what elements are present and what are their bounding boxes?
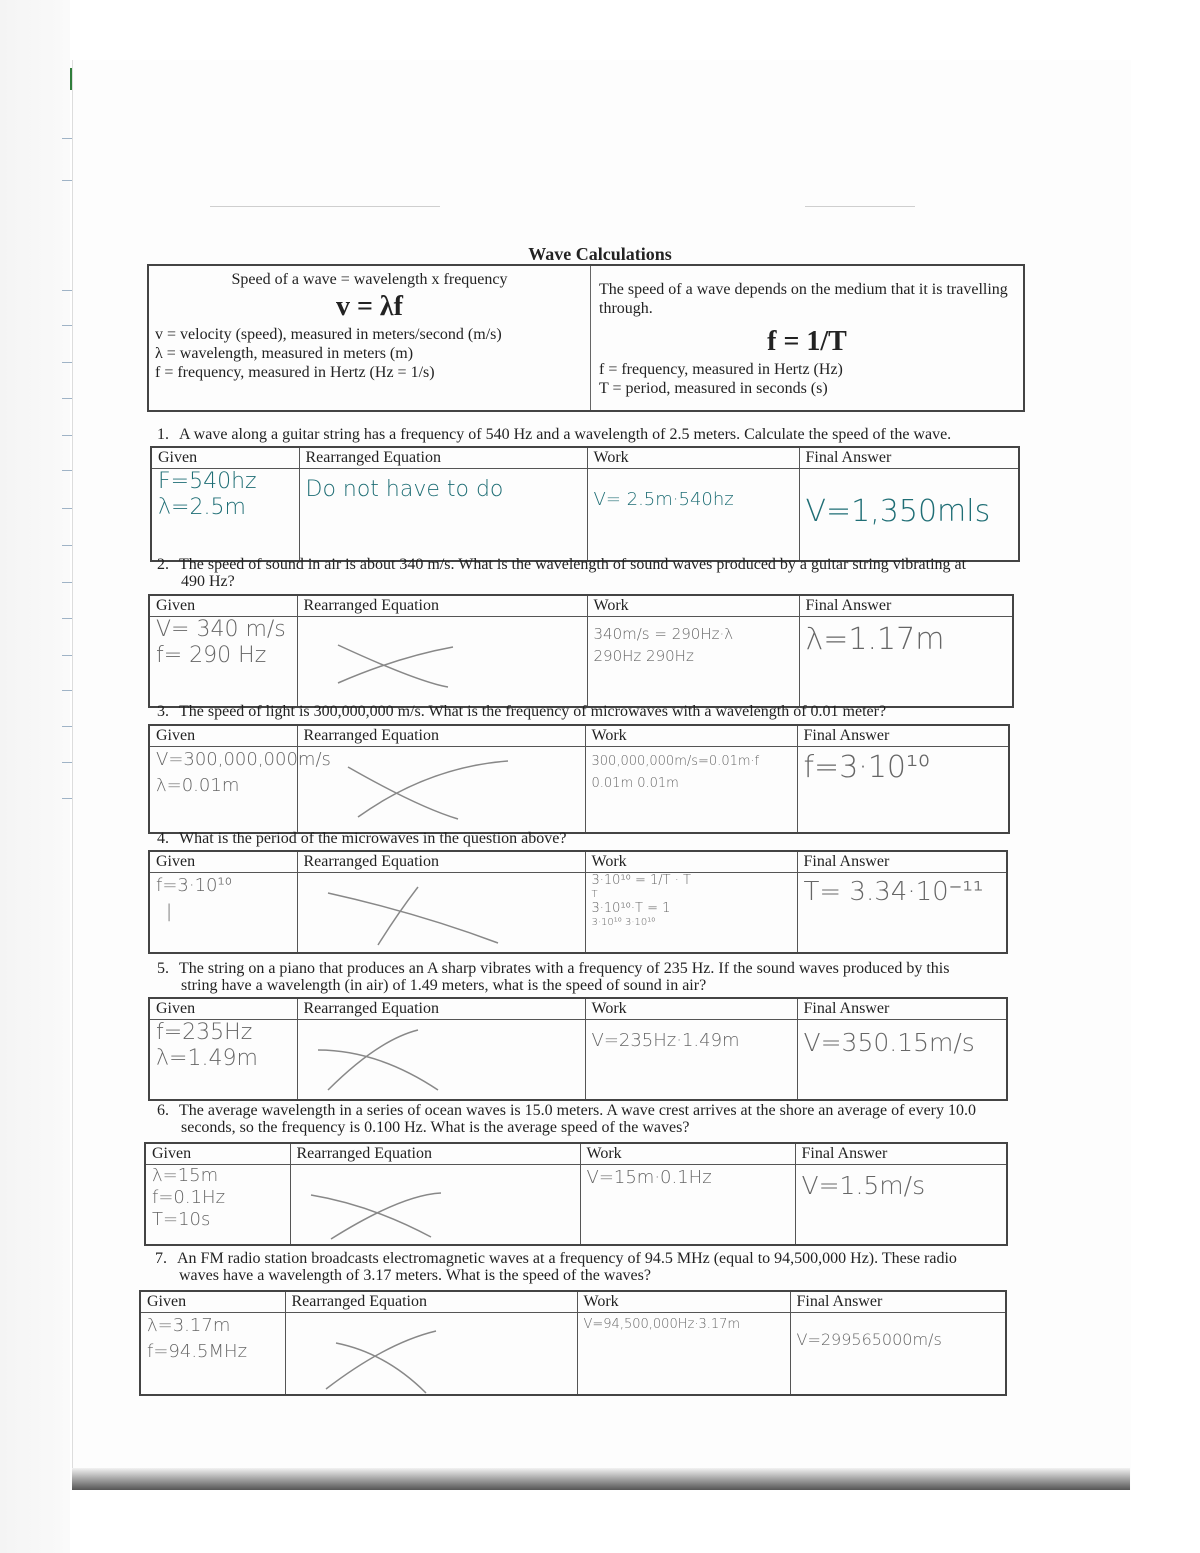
wave-speed-heading: Speed of a wave = wavelength x frequency [231, 271, 508, 288]
question-text: string have a wavelength (in air) of 1.49 meters, what is the speed of sound in air? [181, 977, 707, 994]
question-number: 4. [157, 830, 169, 847]
final-answer: V=1,350mls [805, 494, 991, 529]
question-number: 6. [157, 1102, 169, 1119]
question-number: 1. [157, 426, 169, 443]
given-value: λ=15m [152, 1165, 219, 1186]
given-value: V=300,000,000m/s [156, 749, 331, 770]
given-value: λ=1.49m [156, 1046, 258, 1071]
answer-header: Final Answer [799, 447, 1019, 469]
question-number: 7. [155, 1250, 167, 1267]
question-number: 2. [157, 556, 169, 573]
final-answer: V=299565000m/s [796, 1330, 942, 1349]
question-1 [157, 426, 951, 443]
equation-header: Rearranged Equation [299, 447, 587, 469]
definition-line: λ = wavelength, measured in meters (m) [155, 345, 414, 362]
crossed-out-mark [298, 1020, 586, 1100]
worksheet-title: Wave Calculations [528, 244, 672, 264]
given-value: λ=0.01m [156, 775, 240, 796]
given-value: F=540hz [158, 469, 257, 494]
binder-edge [0, 0, 70, 1553]
work-value: 340m/s = 290Hz·λ [593, 625, 734, 643]
crossed-out-mark [286, 1313, 578, 1395]
work-header: Work [580, 1143, 795, 1165]
question-text: A wave along a guitar string has a frequency of 540 Hz and a wavelength of 2.5 meters. Calculate the speed of the wave. [179, 426, 952, 443]
equation-value: Do not have to do [305, 477, 504, 502]
question-number: 3. [157, 703, 169, 720]
answer-header: Final Answer [797, 725, 1009, 747]
equation-header: Rearranged Equation [297, 998, 585, 1020]
answer-table-3 [148, 724, 1010, 834]
question-text: What is the period of the microwaves in the question above? [179, 830, 567, 847]
work-header: Work [577, 1291, 790, 1313]
question-7 [155, 1250, 957, 1284]
question-text: seconds, so the frequency is 0.100 Hz. What is the average speed of the waves? [181, 1119, 690, 1136]
crossed-out-mark [291, 1165, 581, 1245]
work-header: Work [585, 998, 797, 1020]
given-value: f=0.1Hz [152, 1187, 226, 1208]
crossed-out-mark [298, 617, 588, 707]
question-text: An FM radio station broadcasts electromagnetic waves at a frequency of 94.5 MHz (equal to 94,500,000 Hz). These radio [177, 1250, 957, 1267]
work-value: 0.01m 0.01m [591, 776, 679, 791]
crossed-out-mark [298, 873, 586, 953]
final-answer: V=1.5m/s [801, 1171, 926, 1200]
definition-line: f = frequency, measured in Hertz (Hz) [599, 361, 843, 378]
work-header: Work [585, 725, 797, 747]
work-value: V= 2.5m·540hz [593, 489, 734, 510]
question-2 [157, 556, 966, 590]
work-header: Work [587, 595, 799, 617]
work-value: 3·10¹⁰ 3·10¹⁰ [591, 917, 656, 928]
date-line [805, 206, 915, 207]
final-answer: f=3·10¹⁰ [803, 750, 931, 785]
given-value: f=3·10¹⁰ [156, 875, 232, 896]
equation-header: Rearranged Equation [290, 1143, 580, 1165]
given-value: f= 290 Hz [156, 643, 267, 668]
work-header: Work [587, 447, 799, 469]
given-header: Given [149, 595, 297, 617]
name-line [210, 206, 440, 207]
medium-note: The speed of a wave depends on the medium that it is travelling through. [599, 281, 1008, 317]
crossed-out-mark [298, 747, 586, 833]
given-value: f=235Hz [156, 1020, 253, 1045]
question-text: The average wavelength in a series of ocean waves is 15.0 meters. A wave crest arrives at the shore an average of every 10.0 [179, 1102, 976, 1119]
answer-table-7 [139, 1290, 1007, 1396]
definition-line: v = velocity (speed), measured in meters/second (m/s) [155, 326, 502, 343]
given-value: λ=2.5m [158, 495, 246, 520]
work-value: V=94,500,000Hz·3.17m [583, 1317, 741, 1332]
work-value: T [591, 889, 598, 900]
final-answer: V=350.15m/s [803, 1028, 975, 1057]
given-header: Given [149, 725, 297, 747]
work-value: V=15m·0.1Hz [586, 1167, 712, 1188]
final-answer: λ=1.17m [805, 622, 945, 657]
given-value: f=94.5MHz [147, 1341, 248, 1362]
given-header: Given [149, 998, 297, 1020]
given-value: λ=3.17m [147, 1315, 231, 1336]
definition-line: f = frequency, measured in Hertz (Hz = 1/s) [155, 364, 435, 381]
answer-table-6 [144, 1142, 1008, 1246]
wave-speed-formula: v = λf [335, 291, 404, 322]
reference-box [147, 264, 1025, 412]
question-3 [157, 703, 886, 720]
equation-header: Rearranged Equation [297, 595, 587, 617]
answer-header: Final Answer [795, 1143, 1007, 1165]
given-header: Given [140, 1291, 285, 1313]
given-value: V= 340 m/s [156, 617, 286, 642]
question-text: The speed of sound in air is about 340 m/s. What is the wavelength of sound waves produced by a guitar string vibrating at [179, 556, 967, 573]
answer-header: Final Answer [799, 595, 1013, 617]
answer-table-2 [148, 594, 1014, 708]
answer-table-5 [148, 997, 1008, 1101]
answer-table-1 [150, 446, 1020, 562]
frequency-reference [591, 266, 1023, 410]
definition-line: T = period, measured in seconds (s) [599, 380, 828, 397]
answer-table-4 [148, 850, 1008, 954]
given-header: Given [149, 851, 297, 873]
answer-header: Final Answer [790, 1291, 1006, 1313]
work-header: Work [585, 851, 797, 873]
equation-header: Rearranged Equation [285, 1291, 577, 1313]
work-value: 290Hz 290Hz [593, 647, 694, 665]
page-bottom-shadow [72, 1468, 1130, 1490]
question-6 [157, 1102, 976, 1136]
answer-header: Final Answer [797, 851, 1007, 873]
equation-header: Rearranged Equation [297, 851, 585, 873]
work-value: 3·10¹⁰·T = 1 [591, 901, 671, 916]
work-value: 3·10¹⁰ = 1/T · T [591, 873, 691, 888]
work-value: 300,000,000m/s=0.01m·f [591, 754, 760, 769]
final-answer: T= 3.34·10⁻¹¹ [803, 877, 984, 907]
frequency-formula: f = 1/T [767, 326, 847, 357]
question-4 [157, 830, 566, 847]
answer-header: Final Answer [797, 998, 1007, 1020]
question-text: The speed of light is 300,000,000 m/s. What is the frequency of microwaves with a wavelength of 0.01 meter? [179, 703, 887, 720]
given-header: Given [145, 1143, 290, 1165]
work-value: V=235Hz·1.49m [591, 1030, 740, 1051]
equation-header: Rearranged Equation [297, 725, 585, 747]
given-value: T=10s [152, 1209, 211, 1230]
given-header: Given [151, 447, 299, 469]
question-number: 5. [157, 960, 169, 977]
question-text: The string on a piano that produces an A sharp vibrates with a frequency of 235 Hz. If the sound waves produced by this [179, 960, 950, 977]
question-text: waves have a wavelength of 3.17 meters. What is the speed of the waves? [179, 1267, 651, 1284]
question-text: 490 Hz? [181, 573, 235, 590]
given-value: | [166, 901, 173, 922]
wave-speed-reference [149, 266, 591, 410]
question-5 [157, 960, 949, 994]
